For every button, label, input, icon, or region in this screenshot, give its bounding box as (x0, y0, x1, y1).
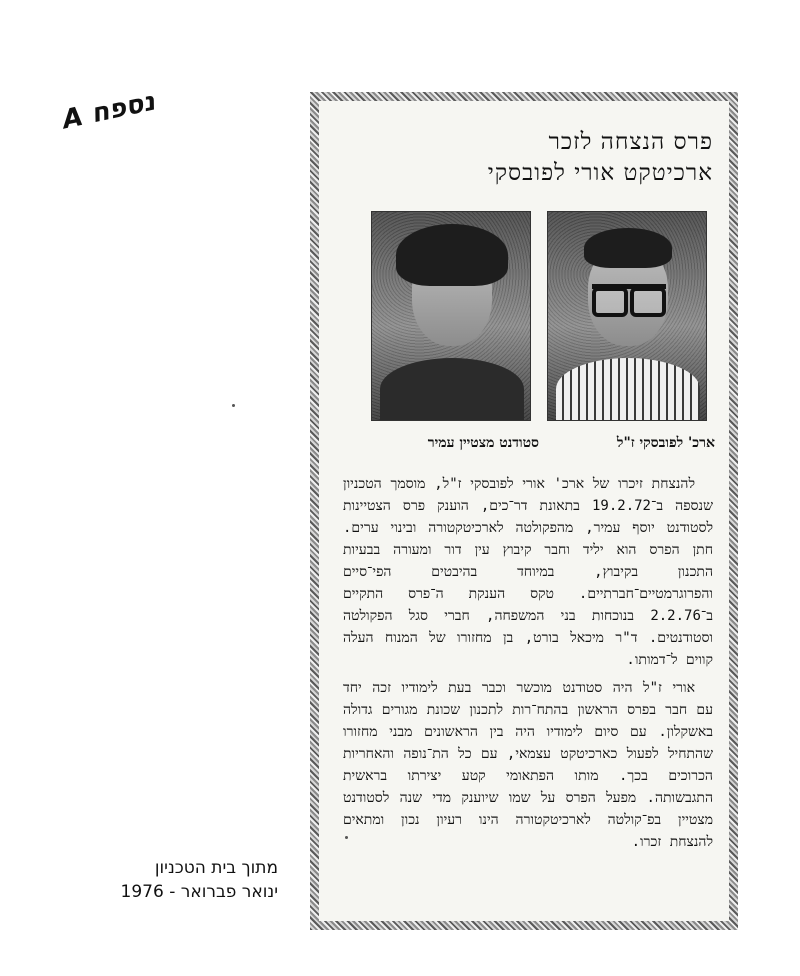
source-note (78, 856, 278, 904)
source-line-1: מתוך בית הטכניון (154, 858, 278, 878)
portrait-hair (584, 228, 672, 268)
portrait-hair (396, 224, 508, 286)
scan-speck (232, 404, 235, 407)
annex-label: נספח A (59, 86, 158, 136)
portrait-photo-lapovsky (547, 211, 707, 421)
source-line-2: ינואר פברואר - 1976 (120, 882, 278, 902)
scan-speck (345, 836, 348, 839)
article-paragraph-2: אורי ז"ל היה סטודנט מוכשר וכבר בעת לימודיו זכה יחד עם חבר בפרס הראשון בהתח־רות לתכנון שכונת מגורים גדולה באשקלון. עם סיום לימודיו היה בין הראשונים מבני מחזורו שהתחיל לפעול כארכיטקט עצמאי, עם כל הת־נופה והאחריות הכרוכים בכך. מותו הפתאומי קטע יצירתו בראשית התגבשותה. מפעל הפרס על שמו שיוענק מדי שנה לסטודנט מצטיין בפ־קולטה לארכיטקטורה הינו רעיון נכון ומתאים להנצחת זכרו. (343, 680, 713, 850)
caption-lapovsky: ארכ' לפובסקי ז"ל (616, 435, 715, 451)
caption-amir: סטודנט מצטיין עמיר (427, 435, 539, 451)
headline-line-1: פרס הנצחה לזכר (548, 129, 713, 155)
portrait-shirt (556, 358, 700, 420)
glasses-shape (592, 284, 666, 311)
article-body (343, 473, 713, 859)
headline-line-2: ארכיטקט אורי לפובסקי (487, 160, 713, 186)
portrait-jacket (380, 358, 524, 420)
newspaper-clipping (310, 92, 738, 930)
portrait-photo-amir (371, 211, 531, 421)
article-paragraph-1: להנצחת זיכרו של ארכ' אורי לפובסקי ז"ל, מוסמך הטכניון שנספה ב־19.2.72 בתאונת דר־כים, הוענק פרס הצטיינות לסטודנט יוסף עמיר, מהפקולטה לארכיטקטורה ובינוי ערים. חתן הפרס הוא יליד וחבר קיבוץ עין דור ומעורה בבעיות התכנון בקיבוץ, במיוחד בהיבטים הפי־סיים והפרוגרמטיים־חברתיים. טקס הענקת ה־פרס התקיים ב־2.2.76 בנוכחות בני המשפחה, חברי סגל הפקולטה וסטודנטים. ד"ר מיכאל בורט, בן מחזורו של המנוח העלה קווים ל־דמותו. (343, 476, 713, 668)
article-headline (333, 127, 713, 189)
